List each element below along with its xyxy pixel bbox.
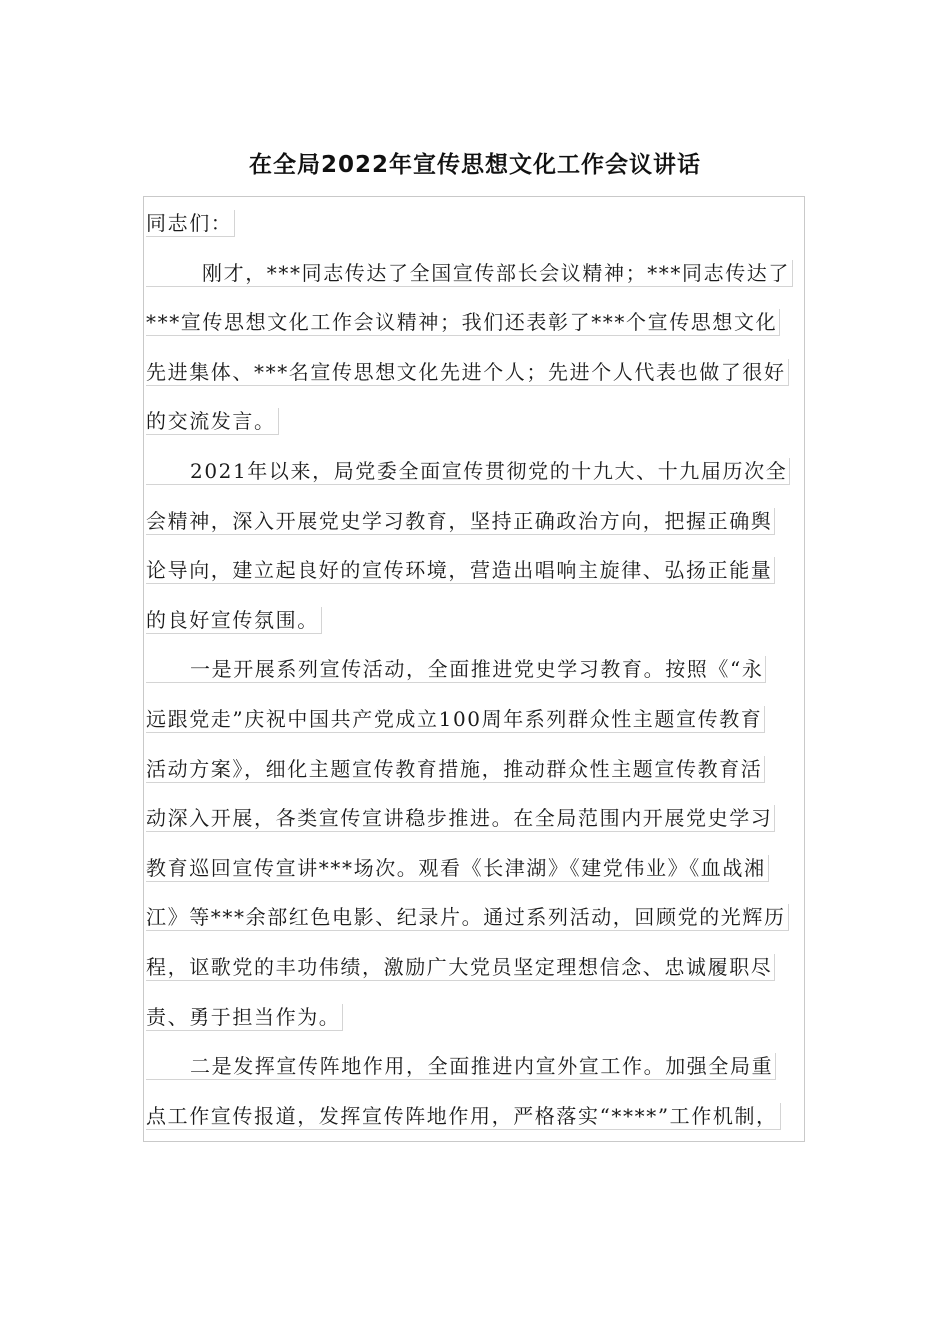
- text-line: 程，讴歌党的丰功伟绩，激励广大党员坚定理想信念、忠诚履职尽: [146, 954, 775, 981]
- text-line: 2021年以来，局党委全面宣传贯彻党的十九大、十九届历次全: [146, 458, 790, 485]
- text-line: 活动方案》，细化主题宣传教育措施，推动群众性主题宣传教育活: [146, 756, 765, 783]
- text-line: 一是开展系列宣传活动，全面推进党史学习教育。按照《“永: [146, 656, 766, 683]
- text-line: 远跟党走”庆祝中国共产党成立100周年系列群众性主题宣传教育: [146, 706, 765, 733]
- text-line: 责、勇于担当作为。: [146, 1004, 343, 1031]
- text-line: 教育巡回宣传宣讲***场次。观看《长津湖》《建党伟业》《血战湘: [146, 855, 769, 882]
- text-line: 动深入开展，各类宣传宣讲稳步推进。在全局范围内开展党史学习: [146, 805, 775, 832]
- text-line: 同志们：: [146, 210, 235, 237]
- text-line: 的交流发言。: [146, 408, 279, 435]
- text-line: 二是发挥宣传阵地作用，全面推进内宣外宣工作。加强全局重: [146, 1053, 776, 1080]
- text-line: ***宣传思想文化工作会议精神；我们还表彰了***个宣传思想文化: [146, 309, 780, 336]
- text-line: 点工作宣传报道，发挥宣传阵地作用，严格落实“****”工作机制，: [146, 1103, 781, 1130]
- text-line: 论导向，建立起良好的宣传环境，营造出唱响主旋律、弘扬正能量: [146, 557, 775, 584]
- text-line: 的良好宣传氛围。: [146, 607, 322, 634]
- text-line: 先进集体、***名宣传思想文化先进个人；先进个人代表也做了很好: [146, 359, 789, 386]
- document-title: 在全局2022年宣传思想文化工作会议讲话: [248, 152, 701, 178]
- text-line: 刚才，***同志传达了全国宣传部长会议精神；***同志传达了: [146, 260, 793, 287]
- text-line: 江》等***余部红色电影、纪录片。通过系列活动，回顾党的光辉历: [146, 904, 789, 931]
- text-line: 会精神，深入开展党史学习教育，坚持正确政治方向，把握正确舆: [146, 508, 775, 535]
